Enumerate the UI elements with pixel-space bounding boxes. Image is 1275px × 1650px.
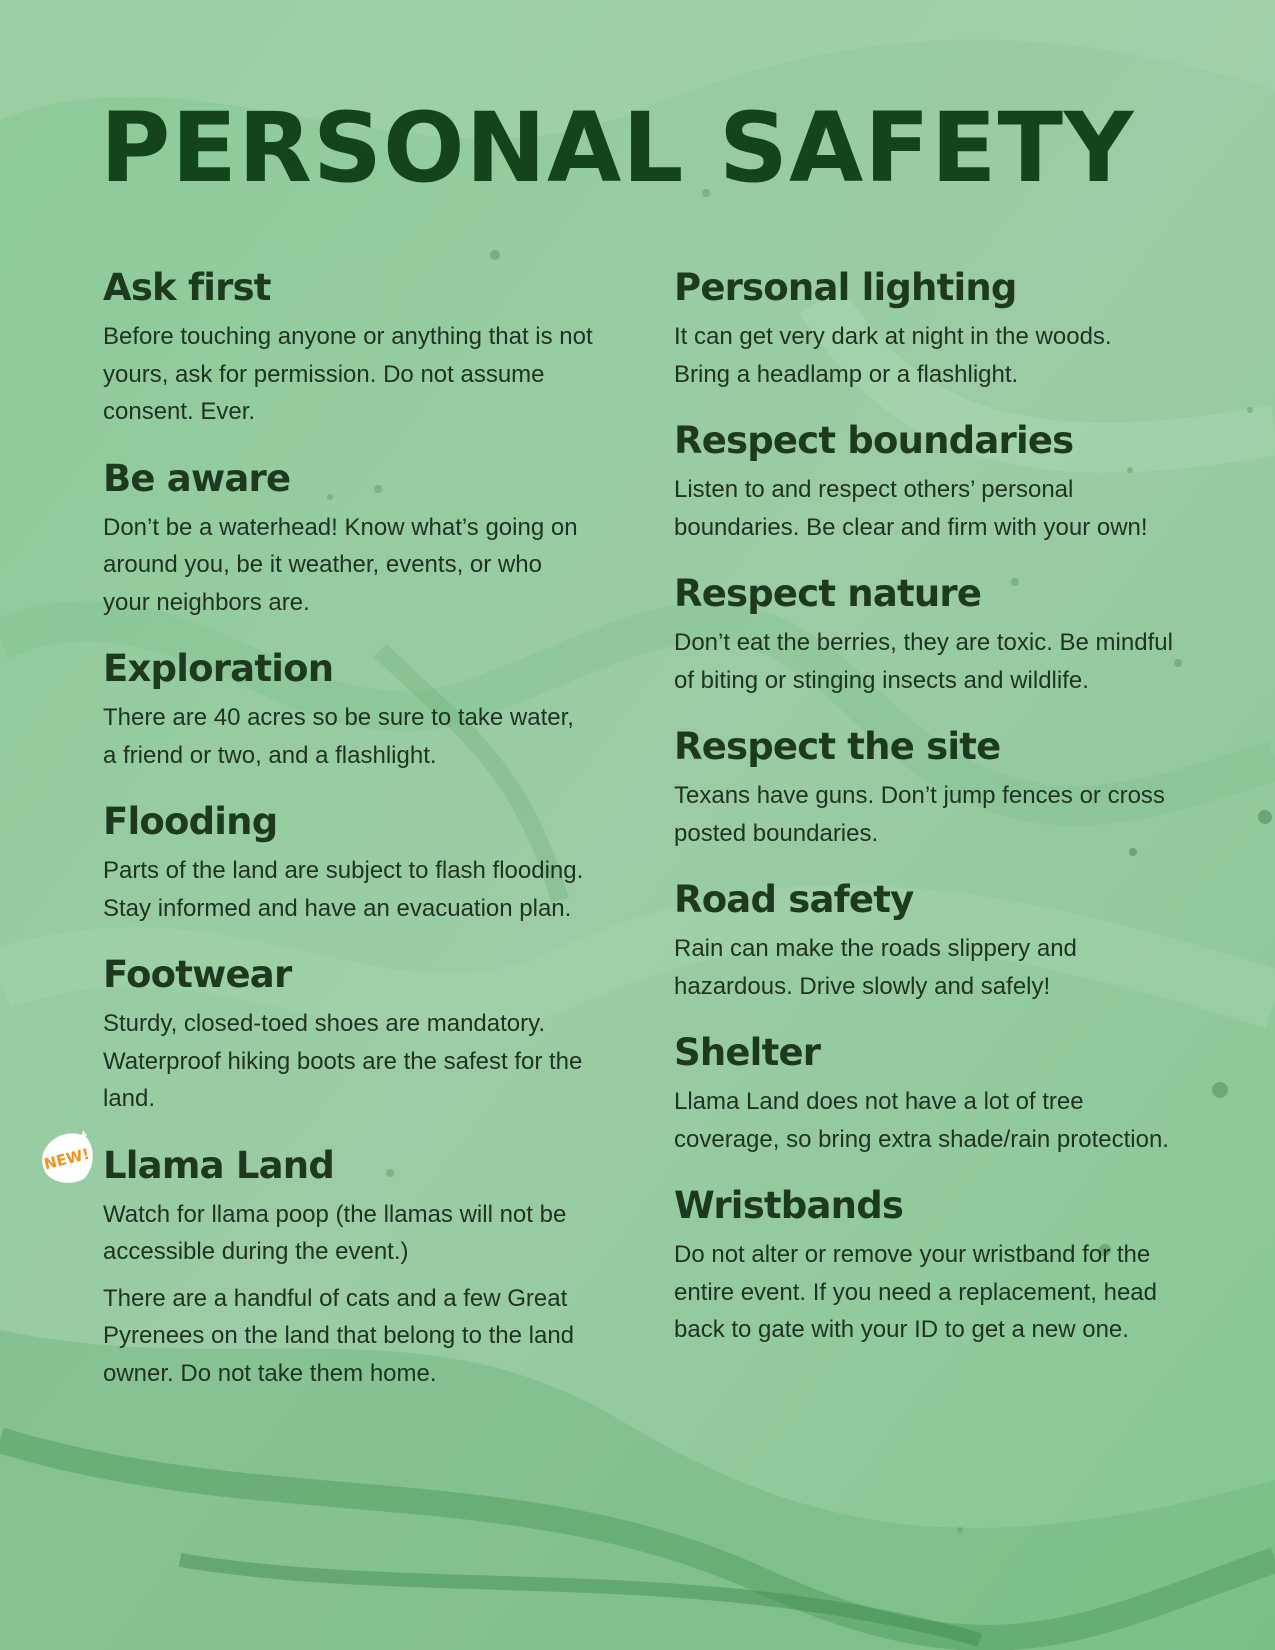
section-body: Before touching anyone or anything that is not yours, ask for permission. Do not assume consent. Ever. — [103, 323, 593, 425]
section-flooding — [103, 796, 593, 927]
section-heading: Footwear — [103, 953, 292, 996]
section-wristbands — [674, 1180, 1174, 1349]
new-badge — [37, 1126, 99, 1188]
right-column — [674, 262, 1174, 1371]
section-body: Texans have guns. Don’t jump fences or cross posted boundaries. — [674, 782, 1165, 847]
section-heading: Shelter — [674, 1031, 821, 1074]
section-heading: Ask first — [103, 266, 271, 309]
new-badge-label: NEW! — [42, 1144, 92, 1173]
new-burst-icon — [37, 1126, 99, 1188]
section-road-safety — [674, 874, 1174, 1005]
section-body: Watch for llama poop (the llamas will not be accessible during the event.) — [103, 1200, 567, 1265]
section-llama-land — [42, 1140, 593, 1393]
section-personal-lighting — [674, 262, 1174, 393]
section-respect-boundaries — [674, 415, 1174, 546]
section-body: Rain can make the roads slippery and hazardous. Drive slowly and safely! — [674, 935, 1077, 1000]
section-heading: Personal lighting — [674, 266, 1017, 309]
section-respect-the-site — [674, 721, 1174, 852]
section-heading: Wristbands — [674, 1184, 904, 1227]
section-heading: Llama Land — [103, 1143, 335, 1187]
section-respect-nature — [674, 568, 1174, 699]
section-heading: Exploration — [103, 647, 334, 690]
section-body: Llama Land does not have a lot of tree coverage, so bring extra shade/rain protection. — [674, 1088, 1169, 1153]
section-body: Sturdy, closed-toed shoes are mandatory. Waterproof hiking boots are the safest for the land. — [103, 1010, 583, 1112]
section-body: There are 40 acres so be sure to take water, a friend or two, and a flashlight. — [103, 704, 574, 769]
section-shelter — [674, 1027, 1174, 1158]
section-heading: Respect the site — [674, 725, 1001, 768]
section-body: Do not alter or remove your wristband for the entire event. If you need a replacement, head back to gate with your ID to get a new one. — [674, 1241, 1157, 1343]
section-heading: Respect nature — [674, 572, 982, 615]
left-column — [42, 262, 593, 1414]
page-title: PERSONAL SAFETY — [100, 92, 1135, 204]
section-exploration — [103, 643, 593, 774]
section-ask-first — [103, 262, 593, 431]
section-heading: Road safety — [674, 878, 914, 921]
section-body: Don’t be a waterhead! Know what’s going on around you, be it weather, events, or who your neighbors are. — [103, 513, 578, 616]
section-body: Listen to and respect others’ personal boundaries. Be clear and firm with your own! — [674, 476, 1148, 541]
section-heading: Respect boundaries — [674, 419, 1074, 462]
section-body: It can get very dark at night in the woods. Bring a headlamp or a flashlight. — [674, 323, 1112, 388]
section-be-aware — [103, 453, 593, 622]
section-heading: Flooding — [103, 800, 278, 843]
section-heading: Be aware — [103, 456, 291, 500]
section-footwear — [103, 949, 593, 1118]
section-body-extra: There are a handful of cats and a few Great Pyrenees on the land that belong to the land owner. Do not take them home. — [103, 1284, 575, 1387]
section-body: Parts of the land are subject to flash flooding. Stay informed and have an evacuation plan. — [103, 857, 584, 922]
section-body: Don’t eat the berries, they are toxic. Be mindful of biting or stinging insects and wildlife. — [674, 629, 1173, 694]
